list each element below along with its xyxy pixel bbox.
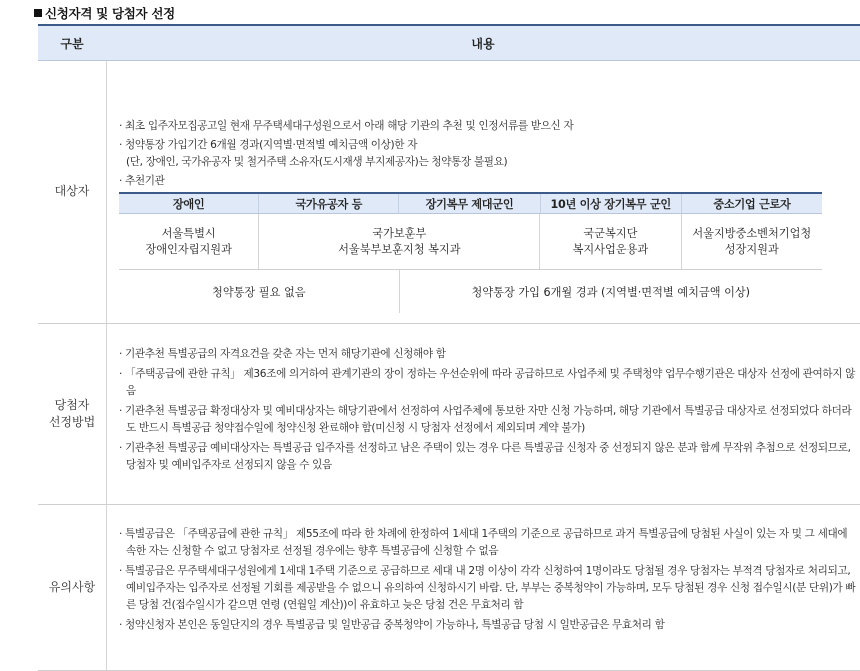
square-bullet-icon [34,9,42,17]
agency-org-veterans: 국가보훈부 서울북부보훈지청 복지과 [259,214,540,269]
eligibility-bullet-1: · 최초 입주자모집공고일 현재 무주택세대구성원으로서 아래 해당 기관의 추천 및 인정서류를 받으신 자 [119,120,574,132]
agency-header-sme: 중소기업 근로자 [713,197,791,211]
agency-org-sme: 서울지방중소벤처기업청 성장지원과 [692,226,812,256]
row-label-eligibility: 대상자 [38,61,107,323]
requirement-required: 청약통장 가입 6개월 경과 (지역별·면적별 예치금액 이상) [471,285,751,299]
row-eligibility [38,61,860,324]
agency-org-military: 국군복지단 복지사업운용과 [540,214,681,269]
agency-org-disabled: 서울특별시 장애인자립지원과 [119,214,259,269]
eligibility-bullet-3: · 추천기관 [119,175,165,187]
notes-bullet-3: · 청약신청자 본인은 동일단지의 경우 특별공급 및 일반공급 중복청약이 가능하나, 특별공급 당첨 시 일반공급은 무효처리 함 [119,619,665,631]
row-content-selection [107,324,860,504]
row-selection [38,324,860,505]
notes-bullet-1: · 특별공급은 「주택공급에 관한 규칙」 제55조에 따라 한 차례에 한정하여 1세대 1주택의 기준으로 공급하므로 과거 특별공급에 당첨된 사실이 있는 자 및 그 세대에 속한 자는 신청할 수 없고 당첨자로 선정될 경우에는 향후 특별공급에 신청할 수 없음 [119,528,848,557]
selection-bullet-4: · 기관추천 특별공급 예비대상자는 특별공급 입주자를 선정하고 남은 주택이 있는 경우 다른 특별공급 신청자 중 선정되지 않은 분과 함께 무작위 추첨으로 선정되므로, 당첨자 및 예비입주자로 선정되지 않을 수 있음 [119,442,851,471]
row-label-selection: 당첨자 선정방법 [38,324,107,504]
eligibility-bullet-2: · 청약통장 가입기간 6개월 경과(지역별·면적별 예치금액 이상)한 자 (단, 장애인, 국가유공자 및 철거주택 소유자(도시재생 부지제공자)는 청약통장 불필요) [119,139,508,168]
row-notes [38,505,860,671]
row-label-notes: 유의사항 [38,505,107,670]
agency-table [119,192,822,313]
agency-table-header [119,194,822,214]
row-content-notes [107,505,860,670]
table-header [38,26,860,61]
row-content-eligibility [107,61,860,323]
header-category: 구분 [60,36,84,51]
selection-bullet-2: · 「주택공급에 관한 규칙」 제36조에 의거하여 관계기관의 장이 정하는 우선순위에 따라 공급하므로 사업주체 및 주택청약 업무수행기관은 대상자 선정에 관여하지 않음 [119,368,856,397]
header-content: 내용 [471,36,495,51]
selection-bullet-1: · 기관추천 특별공급의 자격요건을 갖춘 자는 먼저 해당기관에 신청해야 함 [119,348,446,360]
selection-bullet-3: · 기관추천 특별공급 확정대상자 및 예비대상자는 해당기관에서 선정하여 사업주체에 통보한 자만 신청 가능하며, 해당 기관에서 특별공급 대상자로 선정되었다 하더라도 반드시 특별공급 청약접수일에 청약신청 완료해야 함(미신청 시 당첨자 선정에서 제외되며 계약 불가) [119,405,852,434]
agency-header-disabled: 장애인 [119,194,259,213]
agency-header-military: 10년 이상 장기복무 군인 [541,194,682,213]
notes-bullet-2: · 특별공급은 무주택세대구성원에게 1세대 1주택 기준으로 공급하므로 세대 내 2명 이상이 각각 신청하여 1명이라도 당첨될 경우 당첨자는 부적격 당첨자로 처리되고, 예비입주자는 입주자로 선정될 기회를 제공받을 수 없으니 유의하여 신청하시기 바람. 단, 부부는 중복청약이 가능하며, 모두 당첨된 경우 신청 접수일시(분 단위)가 빠른 당첨 건(접수일시가 같으면 연령 (연월일 계산))이 유효하고 늦은 당첨 건은 무효처리 함 [119,565,856,611]
agency-requirement-row [119,270,822,313]
section-title [34,4,175,22]
section-title-text: 신청자격 및 당첨자 선정 [45,6,175,21]
agency-header-discharged: 장기복무 제대군인 [399,194,540,213]
eligibility-table [38,24,860,671]
agency-org-row [119,214,822,270]
requirement-not-required: 청약통장 필요 없음 [119,270,400,313]
agency-header-veterans: 국가유공자 등 [259,194,399,213]
